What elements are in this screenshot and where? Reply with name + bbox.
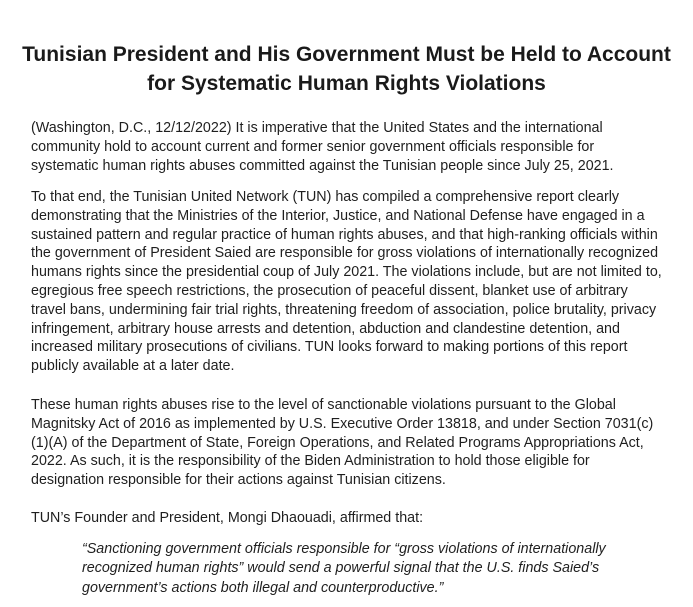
page-title: Tunisian President and His Government Must be Held to Account for Systematic Human Rights Violations xyxy=(22,43,671,95)
paragraph-quote-intro: TUN’s Founder and President, Mongi Dhaouadi, affirmed that: xyxy=(31,510,424,526)
paragraph-sanctions-basis: These human rights abuses rise to the level of sanctionable violations pursuant to the Global Magnitsky Act of 2016 as implemented by U.S. Executive Order 13818, and under Section 7031(c)(1)(A) of the Department of State, Foreign Operations, and Related Programs Appropriations Act, 2022. As such, it is the responsibility of the Biden Administration to hold those eligible for designation responsible for their actions against Tunisian citizens. xyxy=(31,397,654,489)
paragraph-report-summary: To that end, the Tunisian United Network (TUN) has compiled a comprehensive report clearly demonstrating that the Ministries of the Interior, Justice, and National Defense have engaged in a sustained pattern and regular practice of human rights abuses, and that high-ranking officials within the government of President Saied are responsible for gross violations of internationally recognized humans rights since the presidential coup of July 2021. The violations include, but are not limited to, egregious free speech restrictions, the prosecution of peaceful dissent, blanket use of arbitrary travel bans, undermining fair trial rights, threatening freedom of association, police brutality, privacy infringement, arbitrary house arrests and detention, abduction and clandestine detention, and increased military prosecutions of civilians. TUN looks forward to making portions of this report publicly available at a later date. xyxy=(31,189,662,375)
founder-quote: “Sanctioning government officials responsible for “gross violations of internationally recognized human rights” would send a powerful signal that the U.S. finds Saied’s government’s actions both illegal and counterproductive.” xyxy=(82,541,606,596)
paragraph-dateline: (Washington, D.C., 12/12/2022) It is imperative that the United States and the international community hold to account current and former senior government officials responsible for systematic human rights abuses committed against the Tunisian people since July 25, 2021. xyxy=(31,120,614,174)
